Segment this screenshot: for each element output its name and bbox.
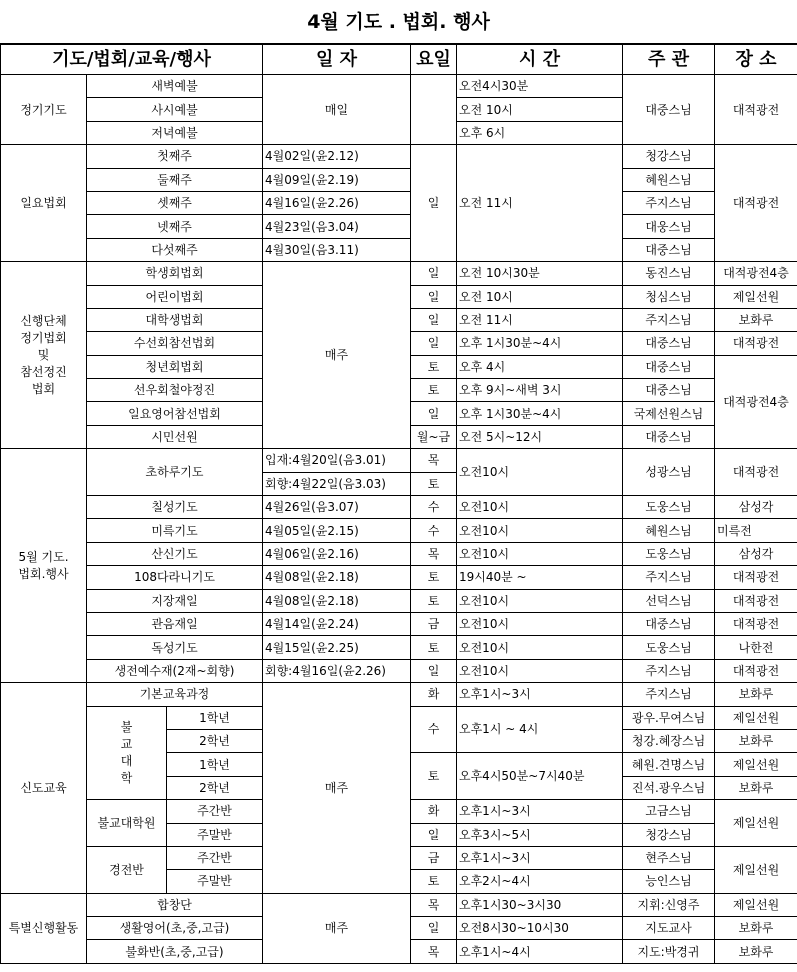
place-cell: 대적광전4층 [715,262,797,285]
item-name: 미륵기도 [87,519,263,542]
time-cell: 오후3시~5시 [457,823,623,846]
item-name: 선우회철야정진 [87,379,263,402]
time-cell: 오후1시 ~ 4시 [457,706,623,753]
time-cell: 오전8시30~10시30 [457,917,623,940]
table-row [1,589,797,612]
host-cell: 대중스님 [623,355,715,378]
date-cell: 매주 [263,893,411,963]
place-cell: 보화루 [715,776,797,799]
table-row [1,566,797,589]
grade-cell: 1학년 [167,706,263,729]
date-cell: 매일 [263,75,411,145]
item-name: 시민선원 [87,425,263,448]
host-cell: 현주스님 [623,846,715,869]
item-name: 사시예불 [87,98,263,121]
time-cell: 오후1시~4시 [457,940,623,963]
place-cell: 삼성각 [715,542,797,565]
group-label: 정기기도 [1,75,87,145]
time-cell: 오전 11시 [457,145,623,262]
date-cell: 4월05일(윤2.15) [263,519,411,542]
host-cell: 성광스님 [623,449,715,496]
day-cell [411,75,457,145]
place-cell: 대적광전 [715,145,797,262]
place-cell: 대적광전 [715,449,797,496]
item-name: 합창단 [87,893,263,916]
item-name-char: 교 [120,736,133,751]
item-name: 청년회법회 [87,355,263,378]
day-cell: 목 [411,449,457,472]
item-name: 새벽예불 [87,75,263,98]
time-cell: 오후1시~3시 [457,683,623,706]
host-cell: 대중스님 [623,75,715,145]
table-row [1,262,797,285]
item-name: 생전예수재(2재~회향) [87,659,263,682]
date-cell: 매주 [263,262,411,449]
day-cell: 일 [411,659,457,682]
host-cell: 도웅스님 [623,636,715,659]
place-cell: 대적광전4층 [715,355,797,449]
table-row [1,191,797,214]
grade-cell: 1학년 [167,753,263,776]
place-cell: 대적광전 [715,612,797,635]
header-time: 시 간 [457,45,623,75]
day-cell: 토 [411,355,457,378]
day-cell: 수 [411,496,457,519]
place-cell: 나한전 [715,636,797,659]
date-cell: 입재:4월20일(음3.01) [263,449,411,472]
place-cell: 대적광전 [715,566,797,589]
table-row [1,75,797,98]
host-cell: 고금스님 [623,800,715,823]
place-cell: 보화루 [715,308,797,331]
item-name: 저녁예불 [87,121,263,144]
group-label-line: 정기법회 [20,330,67,345]
date-cell: 4월09일(윤2.19) [263,168,411,191]
day-cell: 수 [411,519,457,542]
table-row [1,168,797,191]
day-cell: 수 [411,706,457,753]
time-cell: 오전 10시 [457,98,623,121]
time-cell: 오후 4시 [457,355,623,378]
header-date: 일 자 [263,45,411,75]
item-name: 수선회참선법회 [87,332,263,355]
host-cell: 청심스님 [623,285,715,308]
item-name: 생활영어(초,중,고급) [87,917,263,940]
day-cell: 일 [411,823,457,846]
place-cell: 대적광전 [715,332,797,355]
time-cell: 오후1시30~3시30 [457,893,623,916]
host-cell: 청강스님 [623,145,715,168]
day-cell: 토 [411,379,457,402]
table-row [1,519,797,542]
day-cell: 목 [411,542,457,565]
date-cell: 4월08일(윤2.18) [263,566,411,589]
host-cell: 대중스님 [623,332,715,355]
table-row [1,145,797,168]
time-cell: 오후 1시30분~4시 [457,402,623,425]
item-name: 산신기도 [87,542,263,565]
schedule-table [0,44,797,964]
day-cell: 목 [411,893,457,916]
group-label-line: 법회.행사 [18,566,69,581]
date-cell: 4월02일(윤2.12) [263,145,411,168]
item-name: 대학생법회 [87,308,263,331]
day-cell: 일 [411,262,457,285]
host-cell: 혜원스님 [623,519,715,542]
place-cell: 제일선원 [715,800,797,847]
host-cell: 혜원.견명스님 [623,753,715,776]
time-cell: 오전10시 [457,542,623,565]
day-cell: 일 [411,308,457,331]
day-cell: 토 [411,870,457,893]
date-cell: 회향:4월22일(음3.03) [263,472,411,495]
date-cell: 4월16일(윤2.26) [263,191,411,214]
place-cell: 보화루 [715,940,797,963]
group-label-line: 법회 [31,381,56,396]
time-cell: 오전 11시 [457,308,623,331]
item-name-char: 불 [120,719,133,734]
time-cell: 오전10시 [457,496,623,519]
host-cell: 주지스님 [623,683,715,706]
item-name: 칠성기도 [87,496,263,519]
item-name: 초하루기도 [87,449,263,496]
item-name: 불교대학원 [87,800,167,847]
place-cell: 제일선원 [715,846,797,893]
date-cell: 4월26일(음3.07) [263,496,411,519]
place-cell: 대적광전 [715,75,797,145]
date-cell: 4월06일(윤2.16) [263,542,411,565]
day-cell: 목 [411,940,457,963]
host-cell: 지도교사 [623,917,715,940]
host-cell: 능인스님 [623,870,715,893]
page-title: 4월 기도 . 법회. 행사 [0,0,797,44]
time-cell: 오전10시 [457,659,623,682]
host-cell: 주지스님 [623,308,715,331]
host-cell: 주지스님 [623,566,715,589]
item-name: 둘째주 [87,168,263,191]
host-cell: 대중스님 [623,238,715,261]
day-cell: 일 [411,285,457,308]
header-host: 주 관 [623,45,715,75]
day-cell: 금 [411,846,457,869]
date-cell: 4월08일(윤2.18) [263,589,411,612]
date-cell: 4월30일(음3.11) [263,238,411,261]
host-cell: 대웅스님 [623,215,715,238]
day-cell: 토 [411,753,457,800]
table-row [1,449,797,472]
item-name: 셋째주 [87,191,263,214]
time-cell: 오전4시30분 [457,75,623,98]
day-cell: 토 [411,472,457,495]
item-name: 일요영어참선법회 [87,402,263,425]
host-cell: 선덕스님 [623,589,715,612]
time-cell: 오후4시50분~7시40분 [457,753,623,800]
host-cell: 혜원스님 [623,168,715,191]
date-cell: 4월23일(음3.04) [263,215,411,238]
group-label: 특별신행활동 [1,893,87,963]
time-cell: 오전 10시30분 [457,262,623,285]
item-name [87,706,167,800]
place-cell: 삼성각 [715,496,797,519]
place-cell: 제일선원 [715,706,797,729]
time-cell: 오전10시 [457,612,623,635]
item-name: 어린이법회 [87,285,263,308]
group-label-line: 신행단체 [20,313,67,328]
group-label [1,262,87,449]
date-cell: 매주 [263,683,411,894]
table-row [1,215,797,238]
table-row [1,683,797,706]
host-cell: 대중스님 [623,612,715,635]
day-cell: 금 [411,612,457,635]
table-row [1,496,797,519]
group-label [1,449,87,683]
day-cell: 일 [411,402,457,425]
place-cell: 미륵전 [715,519,797,542]
item-name-char: 대 [120,753,133,768]
date-cell: 4월15일(윤2.25) [263,636,411,659]
time-cell: 오전 5시~12시 [457,425,623,448]
day-cell: 화 [411,800,457,823]
place-cell: 보화루 [715,683,797,706]
host-cell: 주지스님 [623,191,715,214]
time-cell: 오전10시 [457,449,623,496]
host-cell: 청강.혜장스님 [623,729,715,752]
item-name: 다섯째주 [87,238,263,261]
time-cell: 오후 1시30분~4시 [457,332,623,355]
host-cell: 주지스님 [623,659,715,682]
time-cell: 오전10시 [457,519,623,542]
day-cell: 일 [411,332,457,355]
day-cell: 화 [411,683,457,706]
time-cell: 오후 6시 [457,121,623,144]
item-name: 넷째주 [87,215,263,238]
place-cell: 제일선원 [715,893,797,916]
time-cell: 오전 10시 [457,285,623,308]
day-cell: 토 [411,566,457,589]
time-cell: 오후 9시~새벽 3시 [457,379,623,402]
host-cell: 대중스님 [623,379,715,402]
place-cell: 대적광전 [715,659,797,682]
place-cell: 대적광전 [715,589,797,612]
class-cell: 주간반 [167,800,263,823]
place-cell: 보화루 [715,917,797,940]
group-label-line: 참선정진 [20,364,67,379]
item-name: 경전반 [87,846,167,893]
table-row [1,659,797,682]
header-place: 장 소 [715,45,797,75]
group-label-line: 5월 기도. [18,549,69,564]
day-cell: 토 [411,589,457,612]
host-cell: 청강스님 [623,823,715,846]
host-cell: 도웅스님 [623,542,715,565]
class-cell: 주말반 [167,870,263,893]
time-cell: 오전10시 [457,589,623,612]
grade-cell: 2학년 [167,729,263,752]
table-row [1,612,797,635]
header-day: 요일 [411,45,457,75]
table-row [1,238,797,261]
time-cell: 오후1시~3시 [457,846,623,869]
day-cell: 일 [411,145,457,262]
class-cell: 주말반 [167,823,263,846]
item-name-char: 학 [120,770,133,785]
table-row [1,636,797,659]
item-name: 지장재일 [87,589,263,612]
place-cell: 제일선원 [715,285,797,308]
host-cell: 동진스님 [623,262,715,285]
group-label: 일요법회 [1,145,87,262]
day-cell: 토 [411,636,457,659]
header-category: 기도/법회/교육/행사 [1,45,263,75]
item-name: 학생회법회 [87,262,263,285]
host-cell: 진석.광우스님 [623,776,715,799]
day-cell: 일 [411,917,457,940]
place-cell: 보화루 [715,729,797,752]
host-cell: 대중스님 [623,425,715,448]
time-cell: 오후1시~3시 [457,800,623,823]
grade-cell: 2학년 [167,776,263,799]
date-cell: 4월14일(윤2.24) [263,612,411,635]
host-cell: 지도:박경귀 [623,940,715,963]
day-cell: 월~금 [411,425,457,448]
table-row [1,893,797,916]
time-cell: 오후2시~4시 [457,870,623,893]
item-name: 기본교육과정 [87,683,263,706]
host-cell: 광우.무여스님 [623,706,715,729]
item-name: 관음재일 [87,612,263,635]
item-name: 불화반(초,중,고급) [87,940,263,963]
group-label: 신도교육 [1,683,87,894]
host-cell: 도웅스님 [623,496,715,519]
date-cell: 회향:4월16일(윤2.26) [263,659,411,682]
table-row [1,542,797,565]
time-cell: 오전10시 [457,636,623,659]
place-cell: 제일선원 [715,753,797,776]
time-cell: 19시40분 ~ [457,566,623,589]
host-cell: 지휘:신영주 [623,893,715,916]
header-row [1,45,797,75]
host-cell: 국제선원스님 [623,402,715,425]
item-name: 첫째주 [87,145,263,168]
class-cell: 주간반 [167,846,263,869]
item-name: 독성기도 [87,636,263,659]
group-label-line: 및 [37,347,50,362]
item-name: 108다라니기도 [87,566,263,589]
